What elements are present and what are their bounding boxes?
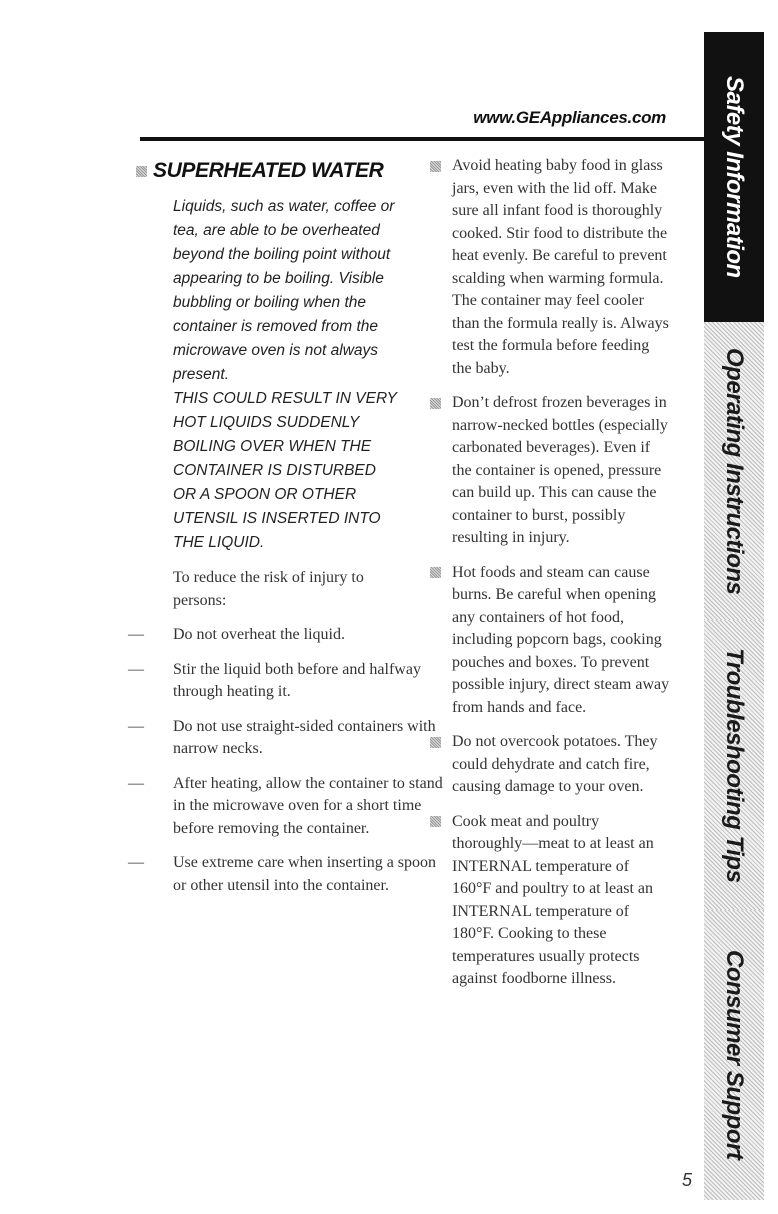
superheated-water-section xyxy=(128,155,443,897)
tip-item xyxy=(430,731,670,799)
tip-item xyxy=(430,811,670,991)
step-item xyxy=(128,852,443,897)
bullet-icon xyxy=(430,567,441,578)
tip-text: Don’t defrost frozen beverages in narrow-necked bottles (especially carbonated beverages). Even if the container is opened, pressure can build up. This can cause the container to burst, possibly resulting in injury. xyxy=(452,394,668,546)
intro-paragraph: To reduce the risk of injury to persons: xyxy=(173,569,364,609)
tip-text: Cook meat and poultry thoroughly—meat to at least an INTERNAL temperature of 160°F and poultry to at least an INTERNAL temperature of 180°F. Cooking to these temperatures usually protects against foodborne illness. xyxy=(452,812,654,987)
dash-marker: — xyxy=(128,660,144,678)
tip-item xyxy=(430,562,670,720)
tab-troubleshooting-tips[interactable] xyxy=(704,620,764,910)
step-text: After heating, allow the container to stand in the microwave oven for a short time before removing the container. xyxy=(173,774,443,837)
step-item xyxy=(128,773,443,841)
tip-item xyxy=(430,392,670,550)
section-heading xyxy=(136,159,408,183)
step-item xyxy=(128,624,443,647)
tab-safety-information[interactable] xyxy=(704,32,764,322)
tip-text: Avoid heating baby food in glass jars, even with the lid off. Make sure all infant food is thoroughly cooked. Stir food to distribute the heat evenly. Be careful to prevent scalding when warming formula. The container may feel cooler than the formula really is. Always test the formula before feeding the baby. xyxy=(452,157,669,377)
tab-label: Troubleshooting Tips xyxy=(721,647,748,883)
bullet-icon xyxy=(430,161,441,172)
safety-tips-column xyxy=(430,155,670,1003)
step-text: Do not overheat the liquid. xyxy=(173,626,345,643)
lead-paragraph: Liquids, such as water, coffee or tea, are able to be overheated beyond the boiling point without appearing to be boiling. Visible bubbling or boiling when the container is removed from the microwave oven is not always present. xyxy=(173,198,395,383)
tip-item xyxy=(430,155,670,380)
dash-marker: — xyxy=(128,774,144,792)
dash-marker: — xyxy=(128,626,144,643)
tip-text: Hot foods and steam can cause burns. Be careful when opening any containers of hot food, including popcorn bags, cooking pouches and boxes. To prevent possible injury, direct steam away from hands and face. xyxy=(452,563,670,716)
step-item xyxy=(128,659,443,704)
bullet-icon xyxy=(430,816,441,827)
step-text: Use extreme care when inserting a spoon or other utensil into the container. xyxy=(173,854,437,894)
step-text: Do not use straight-sided containers with narrow necks. xyxy=(173,717,436,757)
dash-marker: — xyxy=(128,854,144,871)
warning-paragraph: THIS COULD RESULT IN VERY HOT LIQUIDS SUDDENLY BOILING OVER WHEN THE CONTAINER IS DISTURBED OR A SPOON OR OTHER UTENSIL IS INSERTED INTO THE LIQUID. xyxy=(173,390,397,551)
tab-label: Consumer Support xyxy=(721,950,748,1160)
header-rule xyxy=(140,137,710,141)
section-title: SUPERHEATED WATER xyxy=(153,159,384,182)
bullet-icon xyxy=(136,166,147,177)
bullet-icon xyxy=(430,737,441,748)
bullet-icon xyxy=(430,398,441,409)
tab-consumer-support[interactable] xyxy=(704,910,764,1200)
page-number: 5 xyxy=(682,1170,693,1190)
step-item xyxy=(128,716,443,761)
site-url: www.GEAppliances.com xyxy=(473,108,666,127)
tab-operating-instructions[interactable] xyxy=(704,322,764,620)
tab-label: Operating Instructions xyxy=(721,347,748,595)
step-text: Stir the liquid both before and halfway through heating it. xyxy=(173,660,421,700)
tip-text: Do not overcook potatoes. They could dehydrate and catch fire, causing damage to your oven. xyxy=(452,733,658,795)
dash-marker: — xyxy=(128,717,144,735)
tab-label: Safety Information xyxy=(721,76,748,278)
